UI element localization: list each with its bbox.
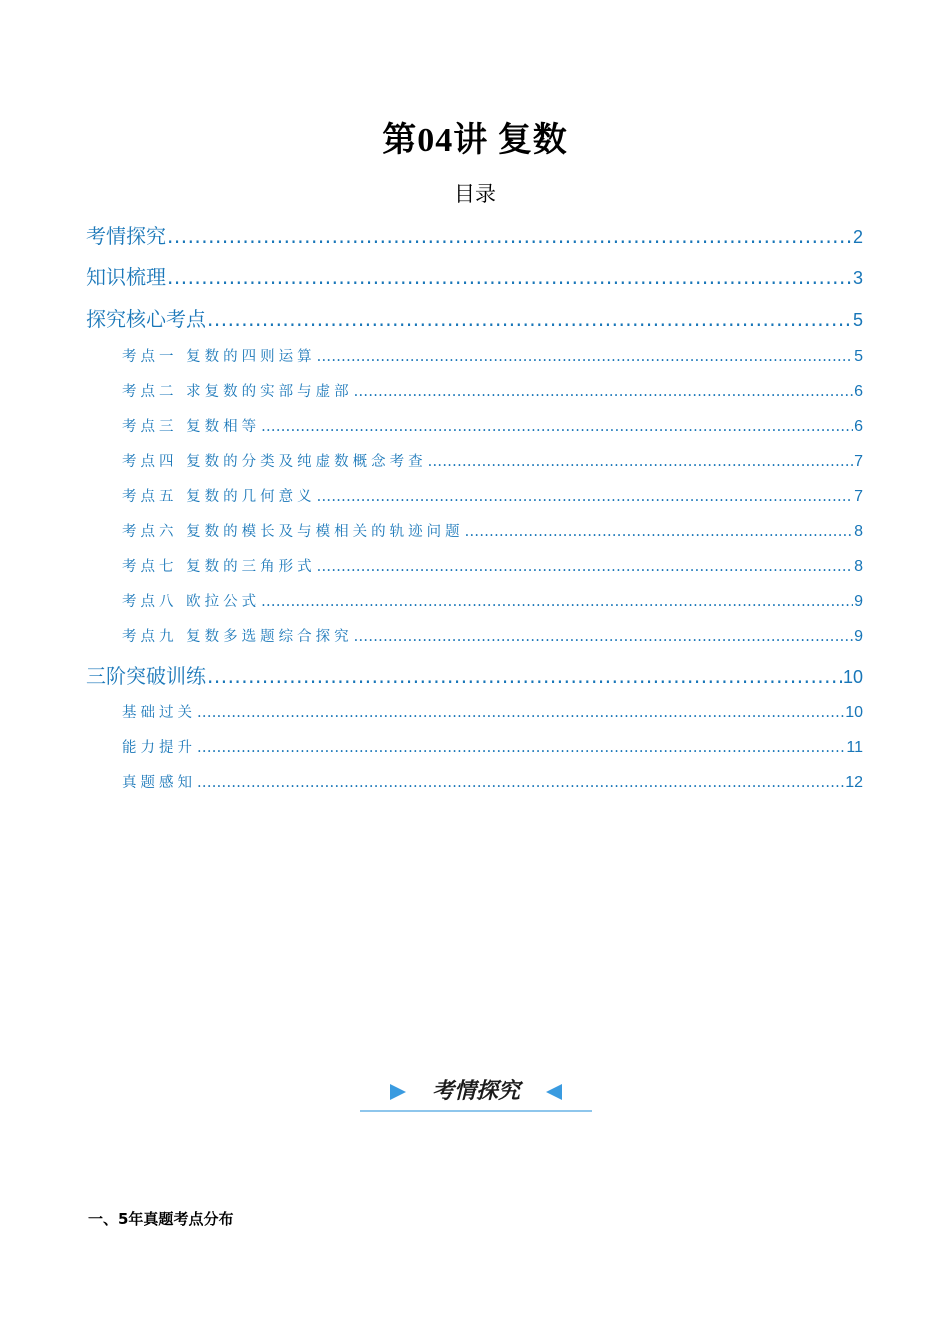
toc-subentry[interactable] xyxy=(122,345,863,366)
toc-entry-page: 10 xyxy=(845,704,863,721)
toc-subentry[interactable] xyxy=(122,520,863,541)
toc-subentry[interactable] xyxy=(122,590,863,611)
toc-leader-dots xyxy=(167,224,852,248)
toc-subentry[interactable] xyxy=(122,380,863,401)
toc-entry-label: 考点四 复数的分类及纯虚数概念考查 xyxy=(122,454,427,470)
toc-leader-dots xyxy=(197,775,844,791)
toc-leader-dots xyxy=(428,454,853,470)
toc-entry-page: 12 xyxy=(845,774,863,791)
toc-entry-page: 7 xyxy=(854,488,863,505)
toc-entry-page: 6 xyxy=(854,383,863,400)
toc-entry-label: 考点三 复数相等 xyxy=(122,419,261,435)
toc-entry-label: 三阶突破训练 xyxy=(86,664,206,688)
toc-leader-dots xyxy=(197,740,845,756)
toc-heading: 目录 xyxy=(454,182,496,206)
toc-leader-dots xyxy=(261,419,853,435)
section-banner xyxy=(360,1068,592,1114)
banner-underline xyxy=(360,1110,592,1112)
toc-entry-label: 考点九 复数多选题综合探究 xyxy=(122,629,353,645)
toc-entry-label: 考情探究 xyxy=(86,224,166,248)
toc-entry-page: 9 xyxy=(854,593,863,610)
section-heading: 一、5年真题考点分布 xyxy=(88,1210,234,1228)
toc-entry[interactable] xyxy=(86,220,863,249)
toc-leader-dots xyxy=(261,594,853,610)
toc-entry-page: 10 xyxy=(842,667,863,687)
toc-entry-page: 8 xyxy=(854,523,863,540)
toc-entry-page: 3 xyxy=(852,268,863,288)
toc-entry-label: 考点七 复数的三角形式 xyxy=(122,559,316,575)
toc-entry[interactable] xyxy=(86,303,863,332)
banner-label: 考情探究 xyxy=(431,1079,520,1104)
toc-leader-dots xyxy=(317,489,853,505)
toc-entry-page: 9 xyxy=(854,628,863,645)
toc-leader-dots xyxy=(317,349,853,365)
toc-leader-dots xyxy=(207,664,842,688)
toc-entry-page: 5 xyxy=(854,348,863,365)
toc-leader-dots xyxy=(465,524,853,540)
toc-leader-dots xyxy=(354,384,853,400)
document-title: 第04讲 复数 xyxy=(382,122,568,159)
toc-entry-label: 探究核心考点 xyxy=(86,307,206,331)
toc-subentry[interactable] xyxy=(122,555,863,576)
toc-subentry[interactable] xyxy=(122,485,863,506)
toc-leader-dots xyxy=(317,559,853,575)
toc-leader-dots xyxy=(207,307,852,331)
toc-entry[interactable] xyxy=(86,261,863,290)
toc-entry-page: 7 xyxy=(854,453,863,470)
toc-subentry[interactable] xyxy=(122,415,863,436)
toc-entry-label: 考点一 复数的四则运算 xyxy=(122,349,316,365)
toc-entry-label: 考点八 欧拉公式 xyxy=(122,594,261,610)
toc-entry-page: 2 xyxy=(852,227,863,247)
toc-subentry[interactable] xyxy=(122,736,863,757)
toc-leader-dots xyxy=(167,265,852,289)
toc-subentry[interactable] xyxy=(122,450,863,471)
toc-entry-label: 基础过关 xyxy=(122,705,196,721)
toc-entry-page: 5 xyxy=(852,310,863,330)
reverse-arrow-icon xyxy=(546,1084,562,1100)
toc-entry-label: 真题感知 xyxy=(122,775,196,791)
toc-leader-dots xyxy=(197,705,844,721)
toc-entry-page: 8 xyxy=(854,558,863,575)
toc-entry-label: 能力提升 xyxy=(122,740,196,756)
toc-entry[interactable] xyxy=(86,660,863,689)
toc-subentry[interactable] xyxy=(122,625,863,646)
toc-entry-label: 考点六 复数的模长及与模相关的轨迹问题 xyxy=(122,524,464,540)
toc-subentry[interactable] xyxy=(122,701,863,722)
toc-entry-label: 知识梳理 xyxy=(86,265,166,289)
toc-entry-page: 6 xyxy=(854,418,863,435)
toc-entry-label: 考点五 复数的几何意义 xyxy=(122,489,316,505)
toc-leader-dots xyxy=(354,629,853,645)
toc-entry-page: 11 xyxy=(846,739,863,756)
toc-entry-label: 考点二 求复数的实部与虚部 xyxy=(122,384,353,400)
toc-subentry[interactable] xyxy=(122,771,863,792)
